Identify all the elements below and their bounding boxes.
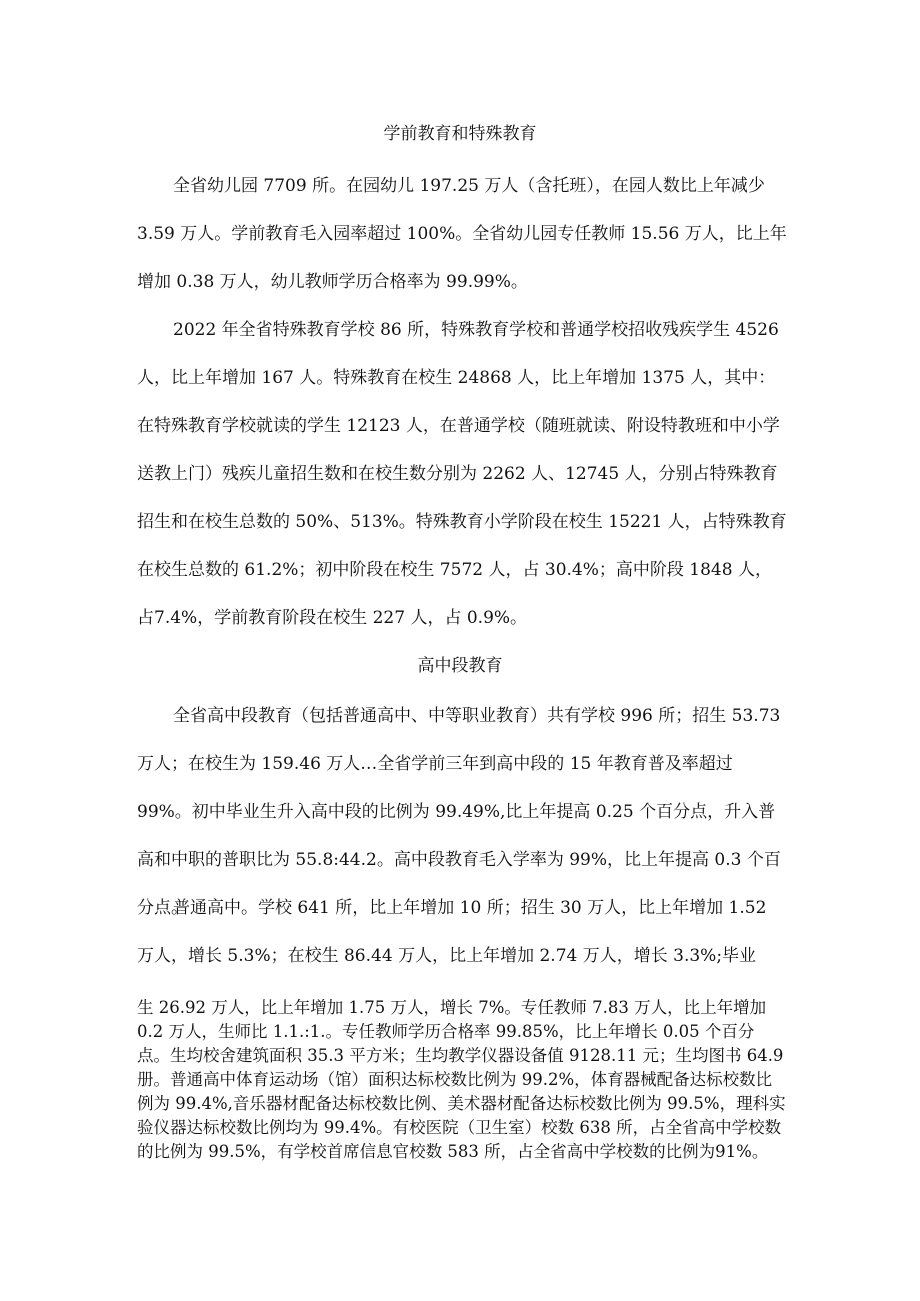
paragraph-high-school-overview: 全省高中段教育（包括普通高中、中等职业教育）共有学校 996 所；招生 53.73万人；在校生为 159.46 万人…全省学前三年到高中段的 15 年教育普及率超过 99%。初中毕业生升入高中段的比例为 99.49%,比上年提高 0.25 个百分点，升入普高和中职的普职比为 55.8:44.2。高中段教育毛入学率为 99%，比上年提高 0.3 个百分点。 [137, 706, 781, 918]
paragraph-kindergarten: 全省幼儿园 7709 所。在园幼儿 197.25 万人（含托班），在园人数比上年减少3.59 万人。学前教育毛入园率超过 100%。全省幼儿园专任教师 15.56 万人，比上年增加 0.38 万人，幼儿教师学历合格率为 99.99%。 [137, 176, 787, 292]
section-title-preschool-special: 学前教育和特殊教育 [383, 124, 537, 144]
paragraph-general-high-school-continued: 生 26.92 万人，比上年增加 1.75 万人，增长 7%。专任教师 7.83 万人，比上年增加0.2 万人，生师比 1.1.:1.。专任教师学历合格率 99.85%，比上年增长 0.05 个百分点。生均校舍建筑面积 35.3 平方米；生均教学仪器设备值 9128.11 元；生均图书 64.9册。普通高中体育运动场（馆）面积达标校数比例为 99.2%，体育器械配备达标校数比例为 99.4%,音乐器材配备达标校数比例、美术器材配备达标校数比例为 99.5%，理科实验仪器达标校数比例均为 99.4%。有校医院（卫生室）校数 638 所，占全省高中学校数的比例为 99.5%，有学校首席信息官校数 583 所，占全省高中学校数的比例为91%。 [137, 998, 786, 1161]
paragraph-general-high-school: 普通高中。学校 641 所，比上年增加 10 所；招生 30 万人，比上年增加 1.52 万人，增长 5.3%；在校生 86.44 万人，比上年增加 2.74 万人，增长 3.3%;毕业 [137, 898, 767, 966]
section-title-high-school: 高中段教育 [417, 656, 503, 676]
paragraph-special-education: 2022 年全省特殊教育学校 86 所，特殊教育学校和普通学校招收残疾学生 4526人，比上年增加 167 人。特殊教育在校生 24868 人，比上年增加 1375 人，其中：在特殊教育学校就读的学生 12123 人，在普通学校（随班就读、附设特教班和中小学送教上门）残疾儿童招生数和在校生数分别为 2262 人、12745 人，分别占特殊教育招生和在校生总数的 50%、513%。特殊教育小学阶段在校生 15221 人，占特殊教育在校生总数的 61.2%；初中阶段在校生 7572 人，占 30.4%；高中阶段 1848 人，占7.4%，学前教育阶段在校生 227 人，占 0.9%。 [137, 320, 787, 628]
